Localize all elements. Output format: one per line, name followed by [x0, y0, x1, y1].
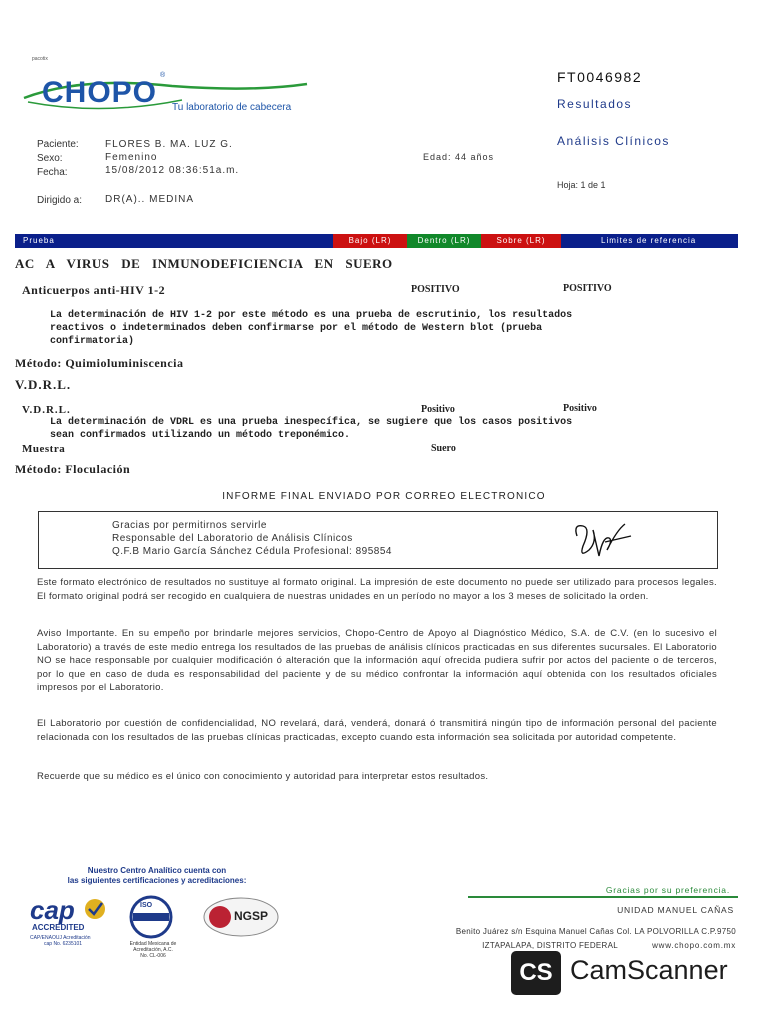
test2-result: Positivo [421, 404, 455, 415]
cap-sub2: cap No. 6235101 [44, 941, 83, 947]
note2-line2: sean confirmados utilizando un método treponémico. [50, 430, 351, 441]
website: www.chopo.com.mx [652, 941, 736, 950]
note1-line2: reactivos o indeterminados deben confirmarse por el método de Western blot (prueba [50, 323, 543, 334]
disclaimer-paragraph: Este formato electrónico de resultados no sustituye al formato original. La impresión de este documento no puede ser utilizado para procesos legales. El formato original podrá ser recogido en cualquiera de nuestras unidades en un período no mayor a los 3 meses de solicitado la orden. [37, 577, 717, 602]
analisis-title: Análisis Clínicos [557, 134, 670, 148]
note2-line1: La determinación de VDRL es una prueba inespecífica, se sugiere que los casos positivos [50, 417, 573, 428]
note1-line1: La determinación de HIV 1-2 por este método es una prueba de escrutinio, los resultados [50, 310, 573, 321]
paciente-value: FLORES B. MA. LUZ G. [105, 139, 233, 150]
dirigido-label: Dirigido a: [37, 195, 83, 206]
informe-final: INFORME FINAL ENVIADO POR CORREO ELECTRONICO [222, 491, 546, 502]
paciente-label: Paciente: [37, 139, 79, 150]
test1-name: Anticuerpos anti-HIV 1-2 [22, 283, 166, 297]
cap-accredited: ACCREDITED [32, 923, 85, 932]
signature-name: Q.F.B Mario García Sánchez Cédula Profesional: 895854 [112, 546, 392, 557]
unidad-address: Benito Juárez s/n Esquina Manuel Cañas Col. LA POLVORILLA C.P.9750 [455, 927, 736, 936]
edad-value: Edad: 44 años [423, 152, 495, 162]
test1-result: POSITIVO [411, 284, 460, 295]
folio-number: FT0046982 [557, 69, 643, 85]
muestra-label: Muestra [22, 443, 66, 455]
sexo-value: Femenino [105, 152, 158, 163]
dirigido-value: DR(A).. MEDINA [105, 194, 194, 205]
iso-logo [118, 893, 188, 963]
footer-divider [468, 896, 738, 898]
cap-text: cap [30, 895, 75, 925]
recuerde-paragraph: Recuerde que su médico es el único con conocimiento y autoridad para interpretar estos resultados. [37, 771, 489, 782]
resultados-title: Resultados [557, 97, 633, 111]
logo-brand: CHOPO [42, 76, 158, 109]
method2: Método: Floculación [15, 462, 131, 476]
unidad-city: IZTAPALAPA, DISTRITO FEDERAL [482, 941, 618, 950]
results-header-bar [15, 234, 738, 248]
fecha-value: 15/08/2012 08:36:51a.m. [105, 165, 240, 176]
test2-reference: Positivo [563, 403, 597, 414]
iso-sub2: Acreditación, A.C. [133, 947, 173, 953]
col-prueba: Prueba [23, 236, 55, 245]
ngsp-logo [202, 896, 280, 938]
confidencialidad-paragraph: El Laboratorio por cuestión de confidencialidad, NO revelará, dará, venderá, donará ó transmitirá ningún tipo de información personal del paciente relacionada con los resultados de las pruebas clínicas practicadas, excepto cuando esta información sea solicitada por autoridad competente. [37, 718, 717, 743]
iso-sub1: Entidad Mexicana de [129, 941, 177, 947]
col-dentro: Dentro (LR) [407, 234, 481, 248]
iso-subtext [120, 941, 186, 959]
camscanner-logo-icon: CS [511, 951, 561, 995]
cap-check-icon [82, 897, 108, 921]
note1-line3: confirmatoria) [50, 336, 135, 347]
registered-mark: ® [160, 72, 166, 79]
iso-sub3: No. CL-006 [140, 953, 166, 959]
signature-box [38, 511, 718, 569]
method1: Método: Quimioluminiscencia [15, 356, 184, 370]
gracias-preferencia: Gracias por su preferencia. [605, 885, 730, 895]
test2-name: V.D.R.L. [22, 404, 71, 416]
signature-thanks: Gracias por permitirnos servirle [112, 520, 267, 531]
chopo-logo [22, 64, 312, 124]
logo-tagline: Tu laboratorio de cabecera [172, 102, 292, 113]
logo-small-text: pacotix [32, 56, 48, 62]
certifications-heading [52, 866, 262, 886]
aviso-paragraph: Aviso Importante. En su empeño por brindarle mejores servicios, Chopo-Centro de Apoyo al Diagnóstico Médico, S.A. de C.V. (en lo sucesivo el Laboratorio) a través de este medio entrega los resultados de las pruebas de análisis clínicos practicadas en sus diferentes sucursales. El Laboratorio NO se hace responsable por cualquier modificación ó alteración que la información aquí ofrecida pudiera sufrir por actos del paciente o de terceros, por lo que en caso de duda es responsabilidad del paciente y de su médico confrontar la información aquí obtenida con los resultados oficiales impresos por el Laboratorio. [37, 628, 717, 693]
cap-sub1: CAP/ENAOUJ Acreditación [30, 935, 91, 941]
sexo-label: Sexo: [37, 153, 63, 164]
cap-logo [26, 895, 116, 955]
col-bajo: Bajo (LR) [333, 234, 407, 248]
section1-title: AC A VIRUS DE INMUNODEFICIENCIA EN SUERO [15, 256, 393, 271]
iso-text: ISO [140, 902, 153, 909]
page-counter: Hoja: 1 de 1 [557, 180, 606, 190]
test1-reference: POSITIVO [563, 283, 612, 294]
cert-line2: las siguientes certificaciones y acreditaciones: [67, 876, 247, 885]
signature-responsable: Responsable del Laboratorio de Análisis Clínicos [112, 533, 353, 544]
col-sobre: Sobre (LR) [481, 234, 561, 248]
col-limites: Limites de referencia [601, 236, 697, 245]
fecha-label: Fecha: [37, 167, 68, 178]
section2-title: V.D.R.L. [15, 377, 72, 392]
signature-scribble-icon [569, 516, 639, 564]
cert-line1: Nuestro Centro Analítico cuenta con [87, 866, 227, 875]
ngsp-text: NGSP [234, 909, 269, 923]
unidad-name: UNIDAD MANUEL CAÑAS [617, 905, 734, 915]
camscanner-watermark: CamScanner [570, 955, 728, 985]
muestra-value: Suero [431, 443, 456, 454]
